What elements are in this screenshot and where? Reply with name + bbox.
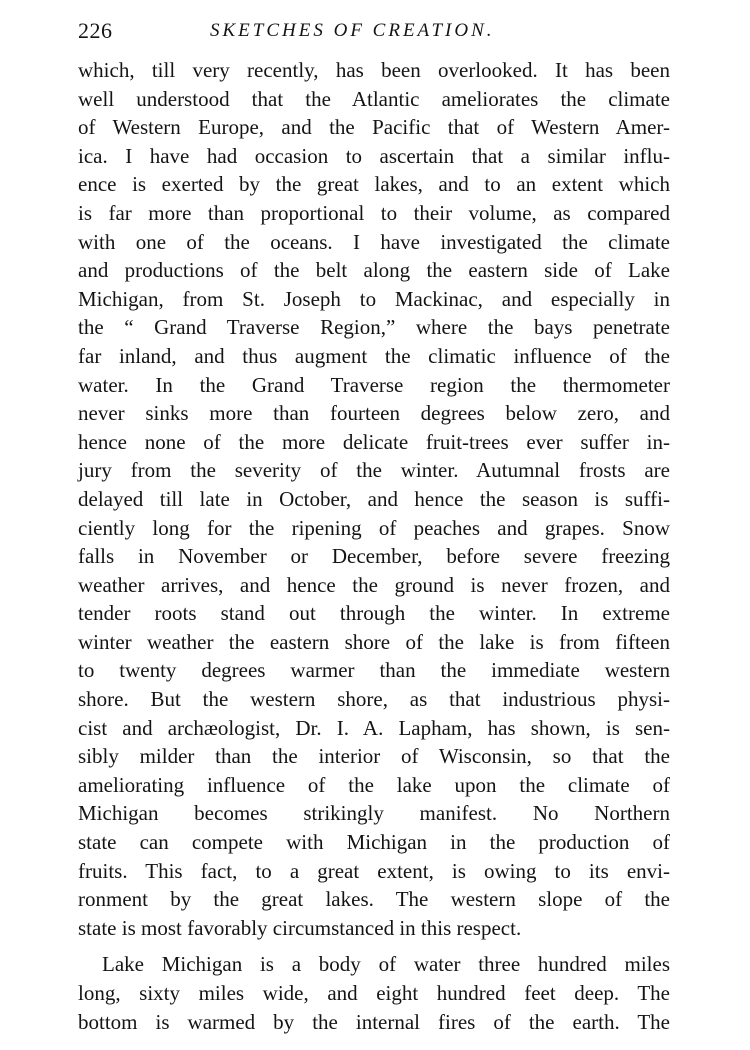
text-line: Michigan becomes strikingly manifest. No Northern bbox=[78, 801, 670, 826]
text-line: long, sixty miles wide, and eight hundred feet deep. The bbox=[78, 981, 670, 1005]
text-line: is far more than proportional to their volume, as compared bbox=[78, 200, 670, 225]
paragraph-1 bbox=[78, 56, 670, 942]
page-number: 226 bbox=[78, 18, 113, 43]
text-line: tender roots stand out through the winter. In extreme bbox=[78, 601, 670, 626]
text-line: falls in November or December, before severe freezing bbox=[78, 544, 670, 569]
running-title: SKETCHES OF CREATION. bbox=[210, 20, 495, 41]
text-line: hence none of the more delicate fruit-trees ever suffer in- bbox=[78, 429, 670, 454]
text-line: to twenty degrees warmer than the immediate western bbox=[78, 658, 670, 683]
text-line: state is most favorably circumstanced in this respect. bbox=[78, 915, 522, 940]
text-line: sibly milder than the interior of Wisconsin, so that the bbox=[78, 744, 670, 769]
running-head bbox=[78, 14, 668, 48]
text-line: which, till very recently, has been overlooked. It has been bbox=[78, 58, 670, 82]
text-line: weather arrives, and hence the ground is never frozen, and bbox=[78, 572, 670, 597]
text-line: cist and archæologist, Dr. I. A. Lapham, has shown, is sen- bbox=[78, 715, 670, 740]
text-line: jury from the severity of the winter. Autumnal frosts are bbox=[78, 458, 670, 483]
text-line: ence is exerted by the great lakes, and to an extent which bbox=[78, 172, 670, 197]
text-line: shore. But the western shore, as that industrious physi- bbox=[78, 687, 670, 712]
text-line: the “ Grand Traverse Region,” where the bays penetrate bbox=[78, 315, 670, 340]
text-line: well understood that the Atlantic ameliorates the climate bbox=[78, 86, 670, 111]
text-line: Michigan, from St. Joseph to Mackinac, and especially in bbox=[78, 286, 670, 311]
text-line: and productions of the belt along the eastern side of Lake bbox=[78, 258, 670, 283]
text-line: never sinks more than fourteen degrees below zero, and bbox=[78, 401, 670, 426]
text-line: Lake Michigan is a body of water three hundred miles bbox=[102, 952, 670, 977]
text-line: far inland, and thus augment the climatic influence of the bbox=[78, 343, 670, 368]
text-line: ameliorating influence of the lake upon the climate of bbox=[78, 772, 670, 797]
paragraph-2 bbox=[78, 950, 670, 1036]
text-line: of Western Europe, and the Pacific that of Western Amer- bbox=[78, 115, 670, 140]
body-text bbox=[78, 56, 670, 1036]
text-line: fruits. This fact, to a great extent, is owing to its envi- bbox=[78, 858, 670, 883]
text-line: ciently long for the ripening of peaches and grapes. Snow bbox=[78, 515, 670, 540]
text-line: winter weather the eastern shore of the lake is from fifteen bbox=[78, 629, 670, 654]
text-line: bottom is warmed by the internal fires of the earth. The bbox=[78, 1009, 670, 1034]
text-line: ica. I have had occasion to ascertain that a similar influ- bbox=[78, 143, 670, 168]
text-line: water. In the Grand Traverse region the thermometer bbox=[78, 372, 670, 397]
text-line: delayed till late in October, and hence the season is suffi- bbox=[78, 486, 670, 511]
text-line: ronment by the great lakes. The western slope of the bbox=[78, 887, 670, 912]
text-line: state can compete with Michigan in the production of bbox=[78, 830, 670, 855]
text-line: with one of the oceans. I have investigated the climate bbox=[78, 229, 670, 254]
